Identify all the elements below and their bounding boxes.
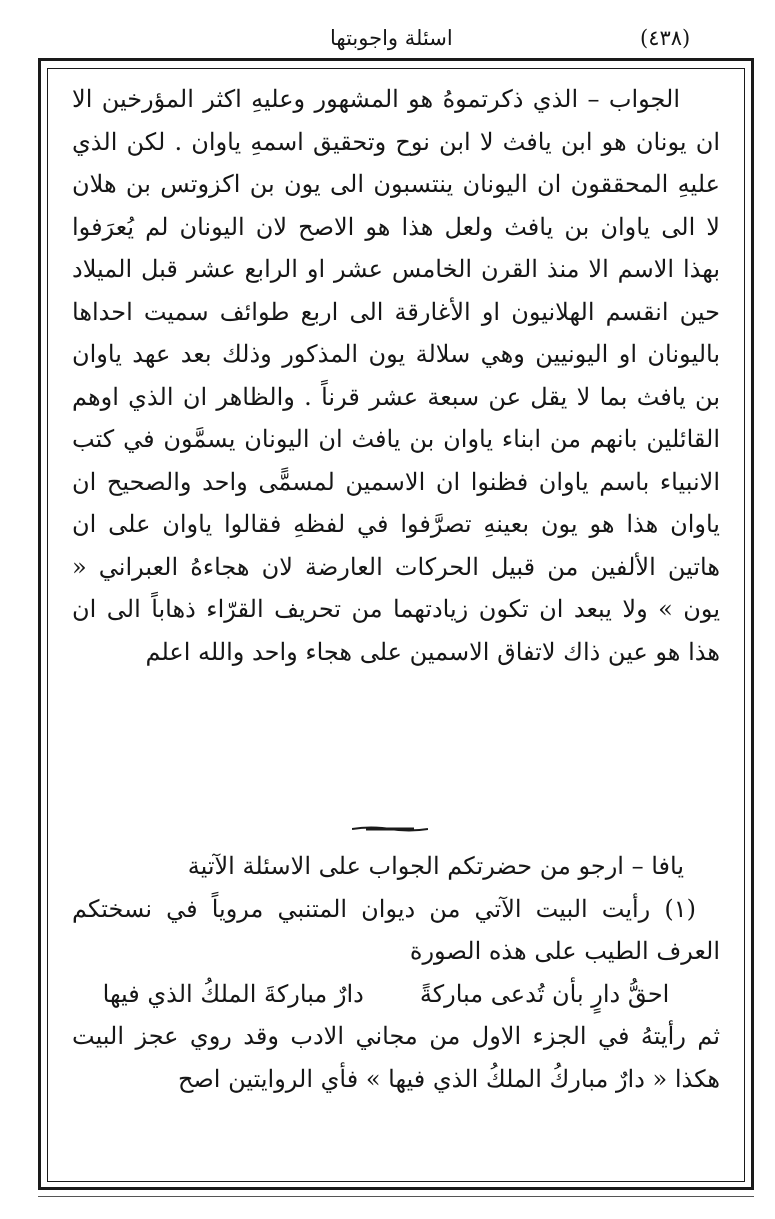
poetry-verse [72, 973, 720, 1016]
question-item-text: رأيت البيت الآتي من ديوان المتنبي مروياً في نسختكم العرف الطيب على هذه الصورة [72, 894, 720, 965]
question-intro: يافا – ارجو من حضرتكم الجواب على الاسئلة الآتية [187, 852, 684, 880]
page-number: ( ٤٣٨ ) [640, 18, 690, 58]
running-header [40, 18, 760, 58]
question-item-1 [72, 888, 720, 973]
question-item-number: ( ١ ) [650, 895, 696, 923]
question-followup: ثم رأيتهُ في الجزء الاول من مجاني الادب وقد روي عجز البيت هكذا « دارٌ مباركُ الملكُ الذي فيها » فأي الروايتين اصح [72, 1022, 720, 1093]
running-title: اسئلة واجوبتها [330, 26, 453, 50]
question-section [72, 845, 720, 1100]
ornamental-divider [352, 826, 428, 832]
answer-section [72, 78, 720, 673]
verse-first-hemistich: احقُّ دارٍ بأن تُدعى مباركةً [419, 979, 670, 1008]
verse-second-hemistich: دارٌ مباركةَ الملكُ الذي فيها [102, 979, 364, 1008]
answer-paragraph: الجواب – الذي ذكرتموهُ هو المشهور وعليهِ اكثر المؤرخين الا ان يونان هو ابن يافث لا ابن نوح وتحقيق اسمهِ ياوان . لكن الذي عليهِ المحققون ان اليونان ينتسبون الى يون بن اكزوتس بن هلان لا الى ياوان بن يافث ولعل هذا هو الاصح لان اليونان لم يُعرَفوا بهذا الاسم الا منذ القرن الخامس عشر او الرابع عشر قبل الميلاد حين انقسم الهلانيون او الأغارقة الى اربع طوائف سميت احداها باليونان او اليونيين وهي سلالة يون المذكور وذلك بعد عهد ياوان بن يافث بما لا يقل عن سبعة عشر قرناً . والظاهر ان الذي اوهم القائلين بانهم من ابناء ياوان بن يافث ان اليونان يسمَّون في كتب الانبياء باسم ياوان فظنوا ان الاسمين لمسمًّى واحد والصحيح ان ياوان هذا هو يون بعينهِ تصرَّفوا في لفظهِ فقالوا ياوان على ان هاتين الألفين من قبيل الحركات العارضة لان هجاءهُ العبراني « يون » ولا يبعد ان تكون زيادتهما من تحريف القرّاء ذهاباً الى ان هذا هو عين ذاك لاتفاق الاسمين على هجاء واحد والله اعلم [72, 85, 721, 666]
bottom-rule [38, 1196, 754, 1197]
